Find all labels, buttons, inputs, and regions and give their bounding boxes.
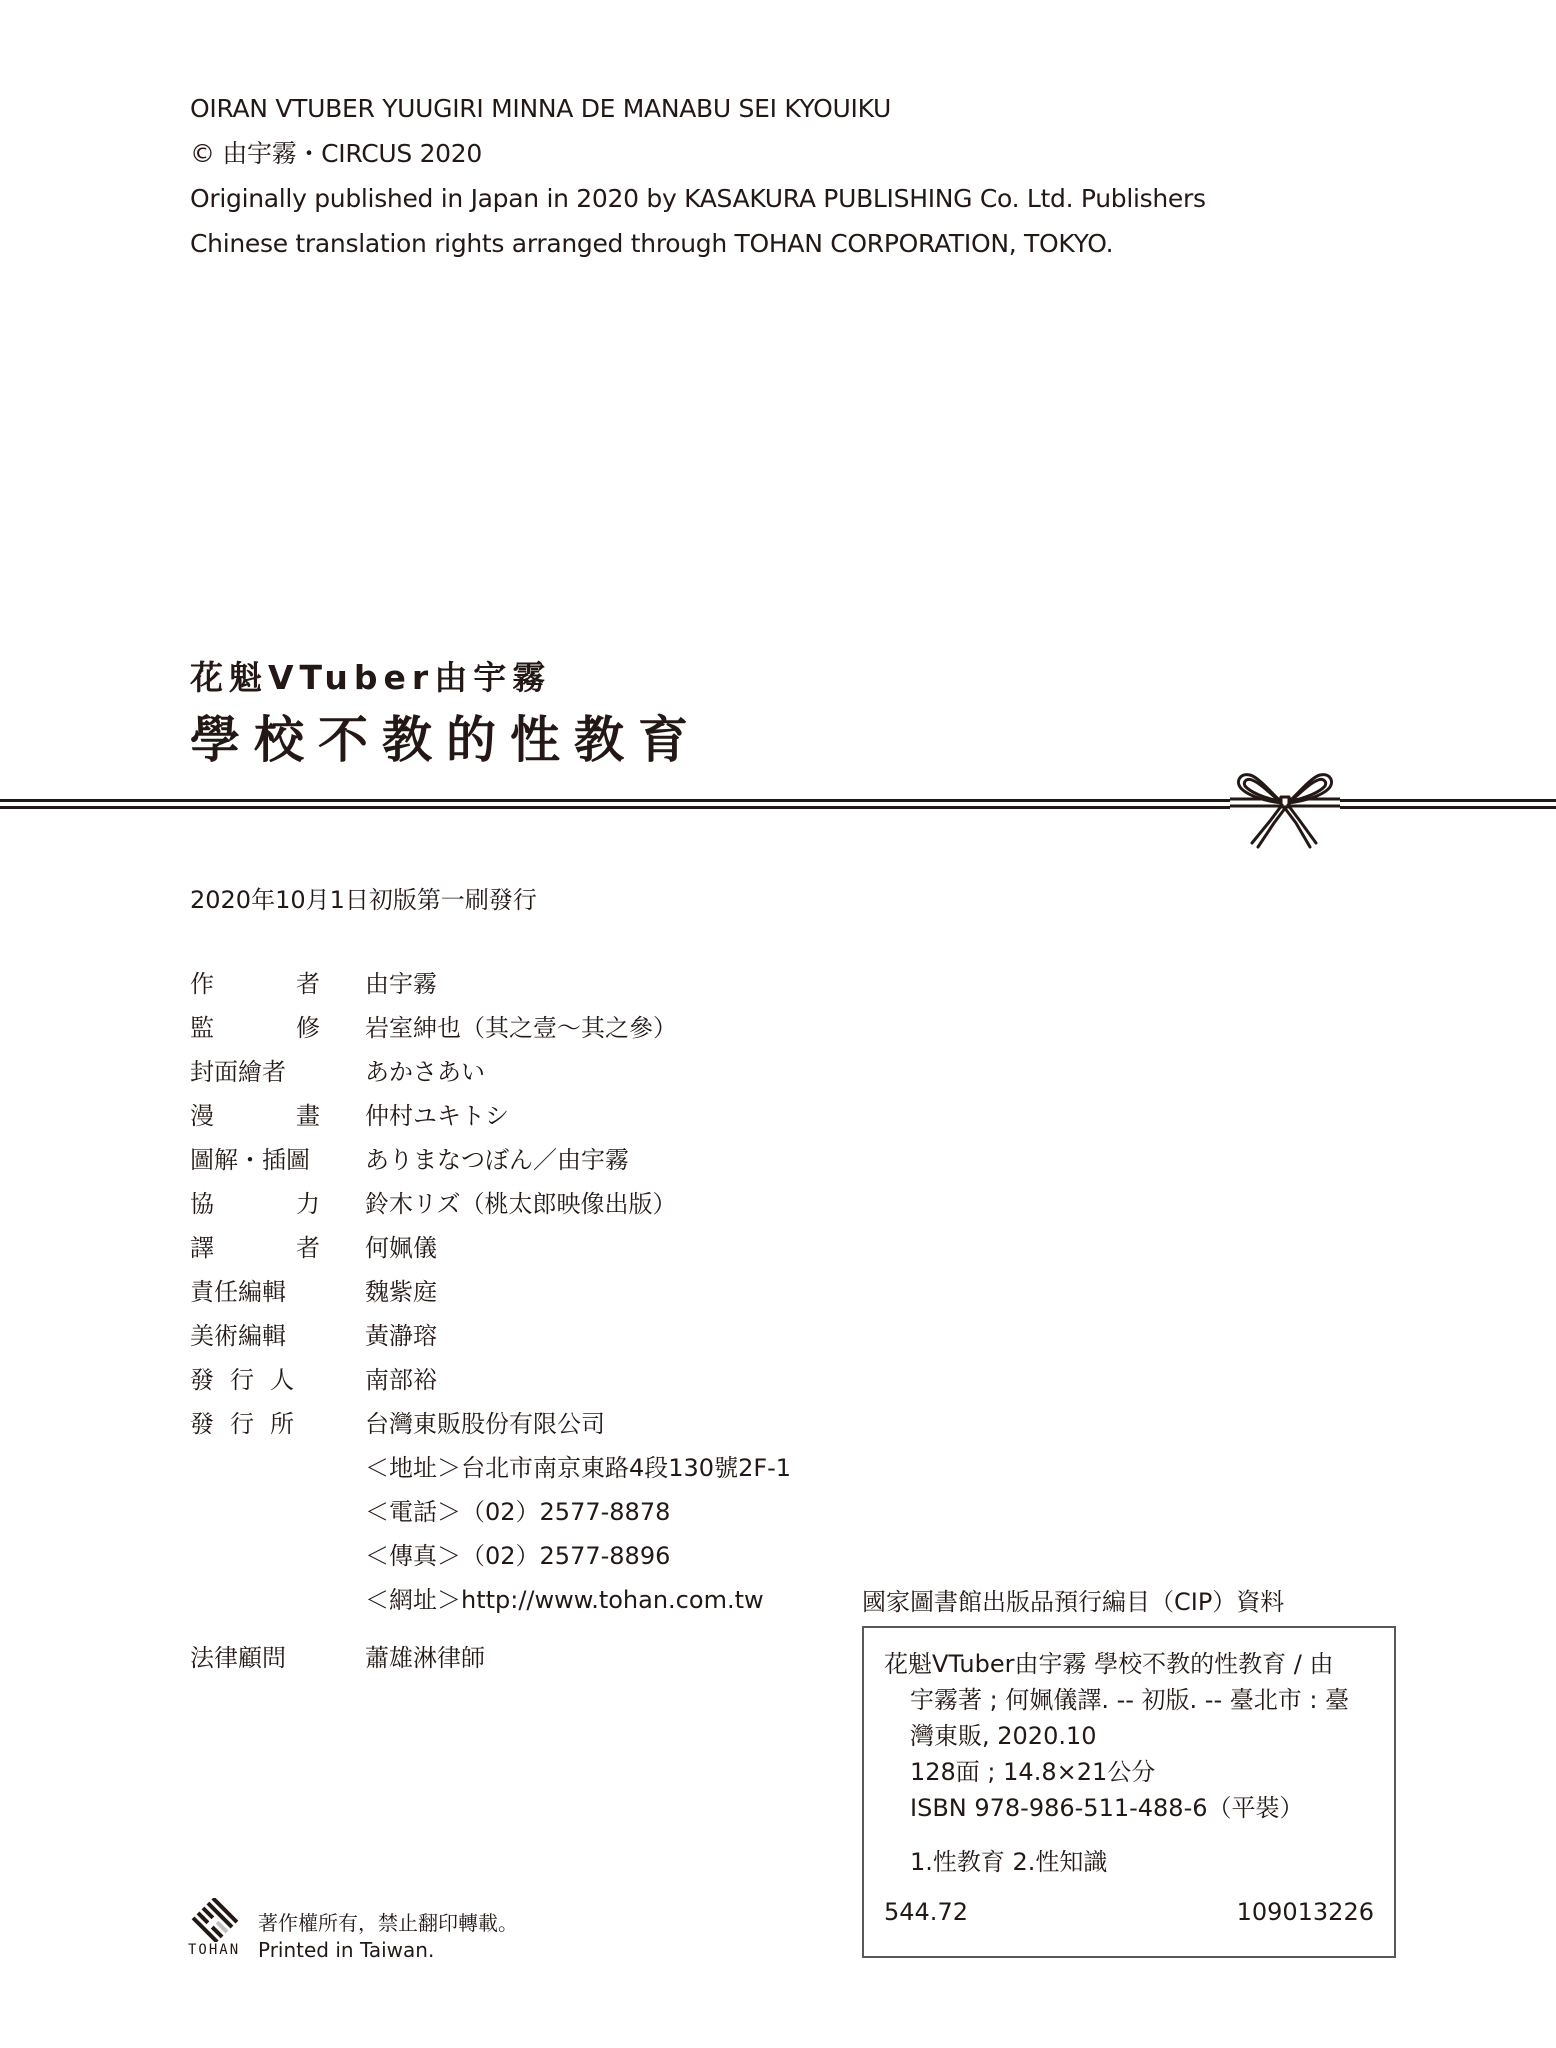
credit-label: 監 修: [190, 1014, 320, 1042]
copyright-notice: 著作權所有，禁止翻印轉載。: [258, 1911, 518, 1935]
credit-label: 協 力: [190, 1190, 320, 1218]
credit-value: 由宇霧: [365, 970, 437, 998]
credit-value: 仲村ユキトシ: [365, 1102, 509, 1130]
credit-value: 岩室紳也（其之壹〜其之參）: [365, 1014, 677, 1042]
tohan-logo-icon: [190, 1898, 240, 1942]
credit-label: 發 行 人: [190, 1366, 294, 1394]
printed-in-statement: Printed in Taiwan.: [258, 1938, 435, 1962]
rights-line-original-publisher: Originally published in Japan in 2020 by KASAKURA PUBLISHING Co. Ltd. Publishers: [190, 184, 1206, 213]
credit-value: 南部裕: [365, 1366, 437, 1394]
credit-label: 漫 畫: [190, 1102, 320, 1130]
rights-block: [190, 86, 1206, 266]
cip-heading: 國家圖書館出版品預行編目（CIP）資料: [862, 1588, 1285, 1616]
website-value: ＜網址＞http://www.tohan.com.tw: [365, 1586, 764, 1614]
cip-record-number: 109013226: [1236, 1898, 1374, 1926]
credit-label: 封面繪者: [190, 1058, 286, 1086]
credit-label: 作 者: [190, 970, 320, 998]
credit-value: 黃瀞瑢: [365, 1322, 437, 1350]
credit-label: 美術編輯: [190, 1322, 286, 1350]
credit-label: 譯 者: [190, 1234, 320, 1262]
credit-value: 台灣東販股份有限公司: [365, 1410, 605, 1438]
credit-label: 法律顧問: [190, 1644, 286, 1672]
credit-value: 鈴木リズ（桃太郎映像出版）: [365, 1190, 677, 1218]
edition-statement: 2020年10月1日初版第一刷發行: [190, 886, 537, 914]
fax-value: ＜傳真＞（02）2577-8896: [365, 1542, 671, 1570]
credit-label: 發 行 所: [190, 1410, 294, 1438]
cip-line-publisher: 灣東販, 2020.10: [910, 1722, 1097, 1750]
ribbon-bow-icon: [1230, 765, 1340, 859]
book-subtitle: 花魁VTuber由宇霧: [190, 658, 552, 697]
credit-value: 蕭雄淋律師: [365, 1644, 485, 1672]
phone-value: ＜電話＞（02）2577-8878: [365, 1498, 671, 1526]
cip-line-responsibility: 宇霧著 ; 何姵儀譯. -- 初版. -- 臺北市 : 臺: [910, 1686, 1350, 1714]
rights-line-original-title: OIRAN VTUBER YUUGIRI MINNA DE MANABU SEI KYOUIKU: [190, 94, 892, 123]
cip-line-subjects: 1.性教育 2.性知識: [910, 1848, 1108, 1876]
cip-line-extent: 128面 ; 14.8×21公分: [910, 1758, 1156, 1786]
credit-label: 圖解・插圖: [190, 1146, 310, 1174]
cip-class-number: 544.72: [884, 1898, 968, 1926]
tohan-wordmark: TOHAN: [188, 1942, 241, 1958]
book-title: 學校不教的性教育: [190, 711, 702, 769]
credit-label: 責任編輯: [190, 1278, 286, 1306]
cip-line-title: 花魁VTuber由宇霧 學校不教的性教育 / 由: [884, 1650, 1334, 1678]
cip-box: [862, 1626, 1396, 1958]
rights-line-copyright: © 由宇霧・CIRCUS 2020: [190, 139, 482, 168]
credit-value: 何姵儀: [365, 1234, 437, 1262]
credit-value: ありまなつぼん／由宇霧: [365, 1146, 629, 1174]
cip-line-isbn: ISBN 978-986-511-488-6（平裝）: [910, 1794, 1304, 1822]
credit-value: 魏紫庭: [365, 1278, 437, 1306]
credit-value: あかさあい: [365, 1058, 485, 1086]
rights-line-translation-rights: Chinese translation rights arranged through TOHAN CORPORATION, TOKYO.: [190, 229, 1114, 258]
address-value: ＜地址＞台北市南京東路4段130號2F-1: [365, 1454, 792, 1482]
